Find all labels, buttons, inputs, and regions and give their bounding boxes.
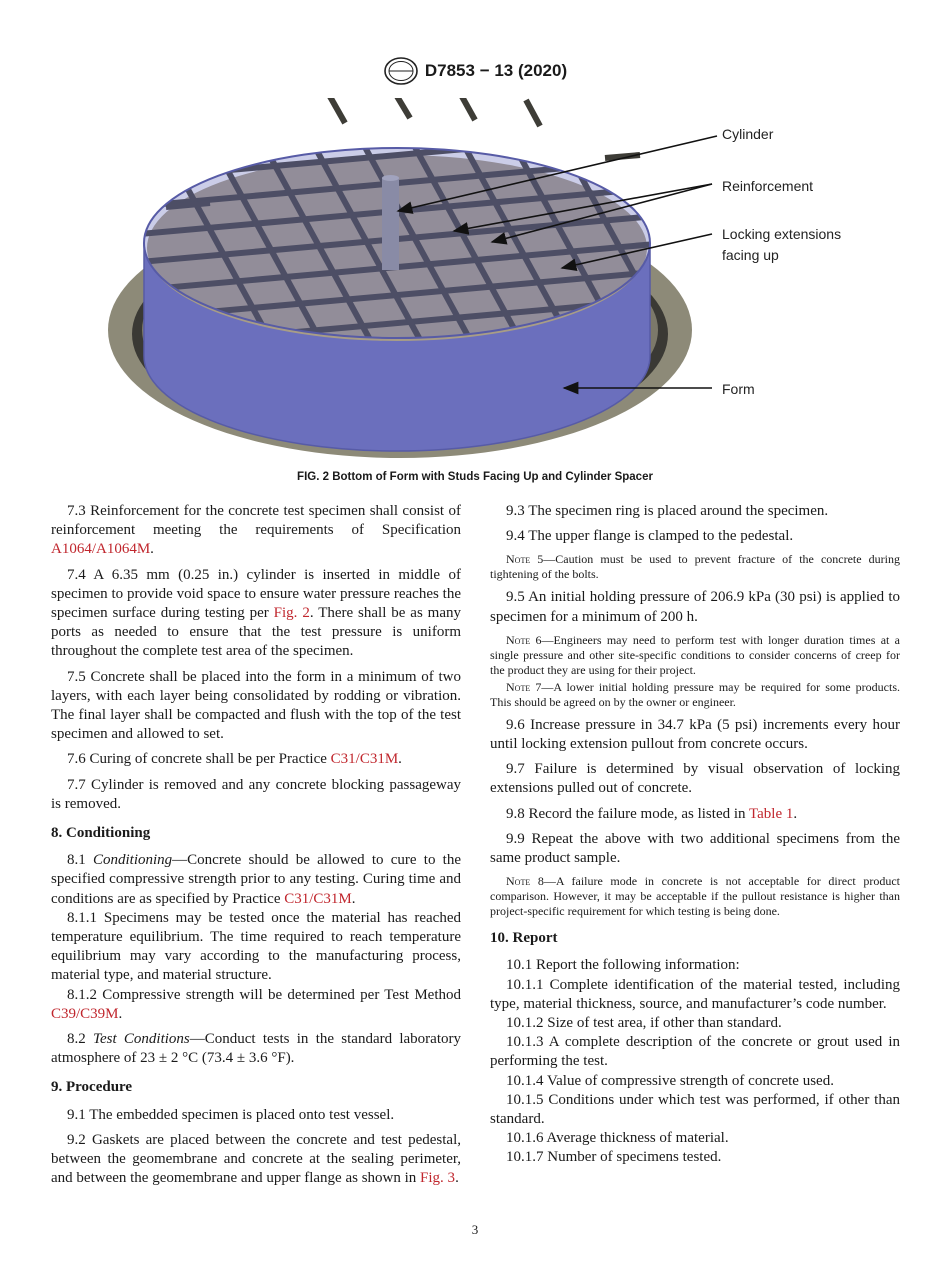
paragraph-10-1-6: 10.1.6 Average thickness of material. <box>506 1130 729 1147</box>
paragraph-10-1-3: 10.1.3 A complete description of the concrete or grout used in performing the test. <box>490 1034 900 1070</box>
note-8: Note 8—A failure mode in concrete is not acceptable for direct product comparison. However, it may be acceptable if the pullout resistance is higher than project-specific requirement for which testing is being done. <box>490 874 901 919</box>
paragraph-9-8: 9.8 Record the failure mode, as listed in Table 1. <box>506 805 798 822</box>
link-fig-2[interactable]: Fig. 2 <box>273 605 310 622</box>
note-5: Note 5—Caution must be used to prevent fracture of the concrete during tightening of the bolts. <box>490 552 900 582</box>
paragraph-9-4: 9.4 The upper flange is clamped to the pedestal. <box>506 528 794 545</box>
paragraph-10-1-4: 10.1.4 Value of compressive strength of concrete used. <box>506 1072 834 1089</box>
callout-locking-extensions <box>722 224 841 266</box>
paragraph-10-1-2: 10.1.2 Size of test area, if other than standard. <box>506 1015 782 1032</box>
link-c31[interactable]: C31/C31M <box>330 751 399 768</box>
paragraph-9-3: 9.3 The specimen ring is placed around the specimen. <box>506 503 829 519</box>
callout-reinforcement: Reinforcement <box>722 178 814 194</box>
paragraph-7-7: 7.7 Cylinder is removed and any concrete blocking passageway is removed. <box>51 776 461 812</box>
note-6: Note 6—Engineers may need to perform test with longer duration times at a single pressure and other site-specific conditions to consider concerns of creep for the product they are using for their project. <box>490 632 901 677</box>
section-heading-9: 9. Procedure <box>51 1079 133 1096</box>
callout-locking-line-1: Locking extensions <box>722 226 842 242</box>
paragraph-7-6: 7.6 Curing of concrete shall be per Practice C31/C31M. <box>67 751 402 768</box>
page-number: 3 <box>471 1222 479 1237</box>
link-a1064[interactable]: A1064/A1064M <box>51 541 151 558</box>
link-table-1[interactable]: Table 1 <box>749 805 794 822</box>
paragraph-9-9: 9.9 Repeat the above with two additional specimens from the same product sample. <box>490 830 900 867</box>
callout-cylinder: Cylinder <box>722 126 774 142</box>
paragraph-8-1-2: 8.1.2 Compressive strength will be determined per Test Method C39/C39M. <box>51 986 461 1022</box>
page-header <box>0 56 950 86</box>
paragraph-7-5: 7.5 Concrete shall be placed into the form in a minimum of two layers, with each layer being consolidated by rodding or vibration. The final layer shall be compacted and flush with the top of the test specimen and allowed to set. <box>51 668 461 743</box>
paragraph-10-1: 10.1 Report the following information: <box>506 957 740 974</box>
link-fig-3[interactable]: Fig. 3 <box>420 1170 456 1187</box>
link-c31-conditioning[interactable]: C31/C31M <box>284 890 352 907</box>
link-c39[interactable]: C39/C39M <box>51 1005 119 1022</box>
astm-logo-icon <box>383 56 419 86</box>
paragraph-10-1-7: 10.1.7 Number of specimens tested. <box>506 1149 722 1166</box>
paragraph-9-6: 9.6 Increase pressure in 34.7 kPa (5 psi) increments every hour until locking extension pullout from concrete occurs. <box>490 716 900 753</box>
paragraph-10-1-1: 10.1.1 Complete identification of the material tested, including type, material thickness, source, and manufacturer’s code number. <box>490 976 900 1012</box>
figure-2-illustration <box>100 98 730 468</box>
form-rim <box>144 148 650 338</box>
paragraph-9-2: 9.2 Gaskets are placed between the concrete and test pedestal, between the geomembrane and concrete at the sealing perimeter, and between the geomembrane and upper flange as shown in Fig. 3. <box>51 1131 461 1187</box>
paragraph-7-4: 7.4 A 6.35 mm (0.25 in.) cylinder is inserted in middle of specimen to provide void space to ensure water pressure reaches the specimen surface during testing per Fig. 2. There shall be as many ports as needed to ensure that the test pressure is uniform throughout the complete test area of the specimen. <box>51 566 461 660</box>
right-column <box>490 502 900 1168</box>
paragraph-9-5: 9.5 An initial holding pressure of 206.9 kPa (30 psi) is applied to specimen for a minimum of 200 h. <box>490 589 900 625</box>
section-heading-8: 8. Conditioning <box>51 825 151 842</box>
left-column <box>51 502 461 1195</box>
paragraph-7-3: 7.3 Reinforcement for the concrete test specimen shall consist of reinforcement meeting the requirements of Specification A1064/A1064M. <box>51 503 461 558</box>
callout-form: Form <box>722 381 755 397</box>
note-7: Note 7—A lower initial holding pressure may be required for some products. This should be agreed on by the owner or engineer. <box>490 679 900 709</box>
paragraph-9-7: 9.7 Failure is determined by visual observation of locking extensions pulled out of concrete. <box>490 761 900 797</box>
paragraph-9-1: 9.1 The embedded specimen is placed onto test vessel. <box>67 1106 395 1123</box>
callout-locking-line-2: facing up <box>722 247 779 263</box>
figure-caption: FIG. 2 Bottom of Form with Studs Facing Up and Cylinder Spacer <box>297 471 653 483</box>
section-heading-10: 10. Report <box>490 930 558 947</box>
paragraph-8-1: 8.1 Conditioning—Concrete should be allowed to cure to the specified compressive strength prior to any testing. Curing time and conditions are as specified by Practice C31/C31M. <box>51 852 462 907</box>
paragraph-10-1-5: 10.1.5 Conditions under which test was performed, if other than standard. <box>490 1091 900 1128</box>
paragraph-8-2: 8.2 Test Conditions—Conduct tests in the standard laboratory atmosphere of 23 ± 2 °C (73.4 ± 3.6 °F). <box>51 1031 461 1067</box>
paragraph-8-1-1: 8.1.1 Specimens may be tested once the material has reached temperature equilibrium. The time required to reach temperature equilibrium may vary according to the manufacturing process, material type, and material structure. <box>51 909 461 984</box>
document-designation: D7853 − 13 (2020) <box>424 61 568 80</box>
